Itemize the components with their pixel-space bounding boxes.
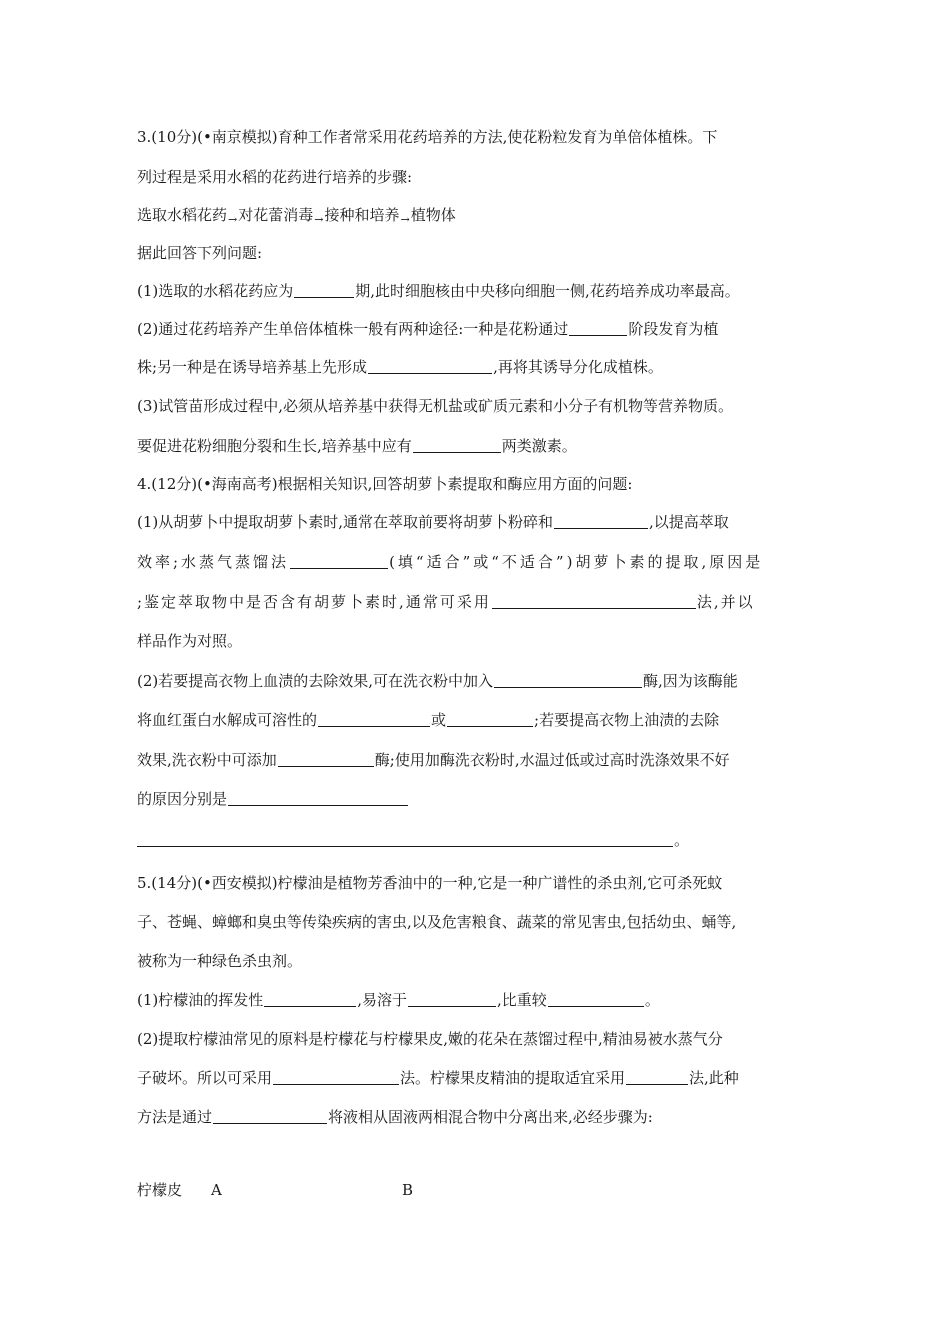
q4-part1-end: 样品作为对照。	[137, 632, 243, 650]
answer-blank[interactable]	[294, 283, 354, 298]
answer-blank[interactable]	[264, 992, 356, 1007]
answer-blank[interactable]	[494, 673, 642, 688]
q5-part2: (2)提取柠檬油常见的原料是柠檬花与柠檬果皮,嫩的花朵在蒸馏过程中,精油易被水蒸气分	[137, 1030, 723, 1048]
answer-blank[interactable]	[447, 712, 533, 727]
q4-part2: (2)若要提高衣物上血渍的去除效果,可在洗衣粉中加入 酶,因为该酶能	[137, 672, 738, 690]
arrow-right-icon: →	[400, 213, 410, 226]
q5-part2-cont: 子破坏。所以可采用 法。柠檬果皮精油的提取适宜采用 法,此种	[137, 1069, 739, 1087]
q5-flow-b: B	[402, 1181, 414, 1199]
q3-steps	[137, 205, 456, 230]
q3-header: 3.(10分)(•南京模拟)育种工作者常采用花药培养的方法,使花粉粒发育为单倍体植株。下	[137, 128, 718, 146]
q4-part2-end: 。	[137, 830, 689, 850]
q3-part2: (2)通过花药培养产生单倍体植株一般有两种途径:一种是花粉通过 阶段发育为植	[137, 320, 719, 338]
answer-blank[interactable]	[273, 1070, 399, 1085]
answer-blank[interactable]	[137, 832, 673, 847]
answer-blank[interactable]	[278, 752, 374, 767]
q4-part1: (1)从胡萝卜中提取胡萝卜素时,通常在萃取前要将胡萝卜粉碎和 ,以提高萃取	[137, 513, 729, 531]
answer-blank[interactable]	[492, 594, 696, 609]
q3-part1: (1)选取的水稻花药应为 期,此时细胞核由中央移向细胞一侧,花药培养成功率最高。	[137, 282, 740, 300]
step-1: 选取水稻花药	[137, 206, 228, 224]
answer-blank[interactable]	[408, 992, 496, 1007]
answer-blank[interactable]	[569, 321, 627, 336]
q5-part2-cont2: 方法是通过 将液相从固液两相混合物中分离出来,必经步骤为:	[137, 1108, 653, 1126]
answer-blank[interactable]	[554, 514, 648, 529]
step-2: 对花蕾消毒	[238, 206, 314, 224]
arrow-right-icon: →	[314, 213, 324, 226]
answer-blank[interactable]	[413, 438, 501, 453]
q3-part2-cont: 株;另一种是在诱导培养基上先形成 ,再将其诱导分化成植株。	[137, 358, 663, 376]
q5-line2: 子、苍蝇、蟑螂和臭虫等传染疾病的害虫,以及危害粮食、蔬菜的常见害虫,包括幼虫、蛹等,	[137, 913, 737, 931]
q5-flow-a: A	[211, 1181, 222, 1199]
step-3: 接种和培养	[324, 206, 400, 224]
arrow-right-icon: →	[228, 213, 238, 226]
q3-line2: 列过程是采用水稻的花药进行培养的步骤:	[137, 168, 413, 186]
answer-blank[interactable]	[290, 554, 388, 569]
q3-prompt: 据此回答下列问题:	[137, 244, 263, 262]
q4-part2-cont3: 的原因分别是	[137, 789, 409, 809]
q3-part3-cont: 要促进花粉细胞分裂和生长,培养基中应有 两类激素。	[137, 437, 577, 455]
q4-part2-cont: 将血红蛋白水解成可溶性的 或 ;若要提高衣物上油渍的去除	[137, 711, 720, 729]
q5-line3: 被称为一种绿色杀虫剂。	[137, 952, 303, 970]
q5-header: 5.(14分)(•西安模拟)柠檬油是植物芳香油中的一种,它是一种广谱性的杀虫剂,它可杀死蚊	[137, 874, 723, 892]
q4-part1-cont: 效率;水蒸气蒸馏法 (填“适合”或“不适合”)胡萝卜素的提取,原因是	[137, 553, 764, 571]
step-4: 植物体	[410, 206, 456, 224]
q5-part1: (1)柠檬油的挥发性 ,易溶于 ,比重较 。	[137, 991, 660, 1009]
answer-blank[interactable]	[626, 1070, 688, 1085]
answer-blank[interactable]	[368, 359, 492, 374]
answer-blank[interactable]	[213, 1109, 327, 1124]
answer-blank[interactable]	[228, 791, 408, 806]
q4-header: 4.(12分)(•海南高考)根据相关知识,回答胡萝卜素提取和酶应用方面的问题:	[137, 475, 633, 493]
answer-blank[interactable]	[548, 992, 644, 1007]
answer-blank[interactable]	[318, 712, 430, 727]
q3-part3: (3)试管苗形成过程中,必须从培养基中获得无机盐或矿质元素和小分子有机物等营养物质。	[137, 397, 734, 415]
q5-flow-start: 柠檬皮	[137, 1181, 183, 1199]
q4-part1-cont2: ;鉴定萃取物中是否含有胡萝卜素时,通常可采用 法,并以	[137, 593, 755, 611]
q4-part2-cont2: 效果,洗衣粉中可添加 酶;使用加酶洗衣粉时,水温过低或过高时洗涤效果不好	[137, 751, 730, 769]
